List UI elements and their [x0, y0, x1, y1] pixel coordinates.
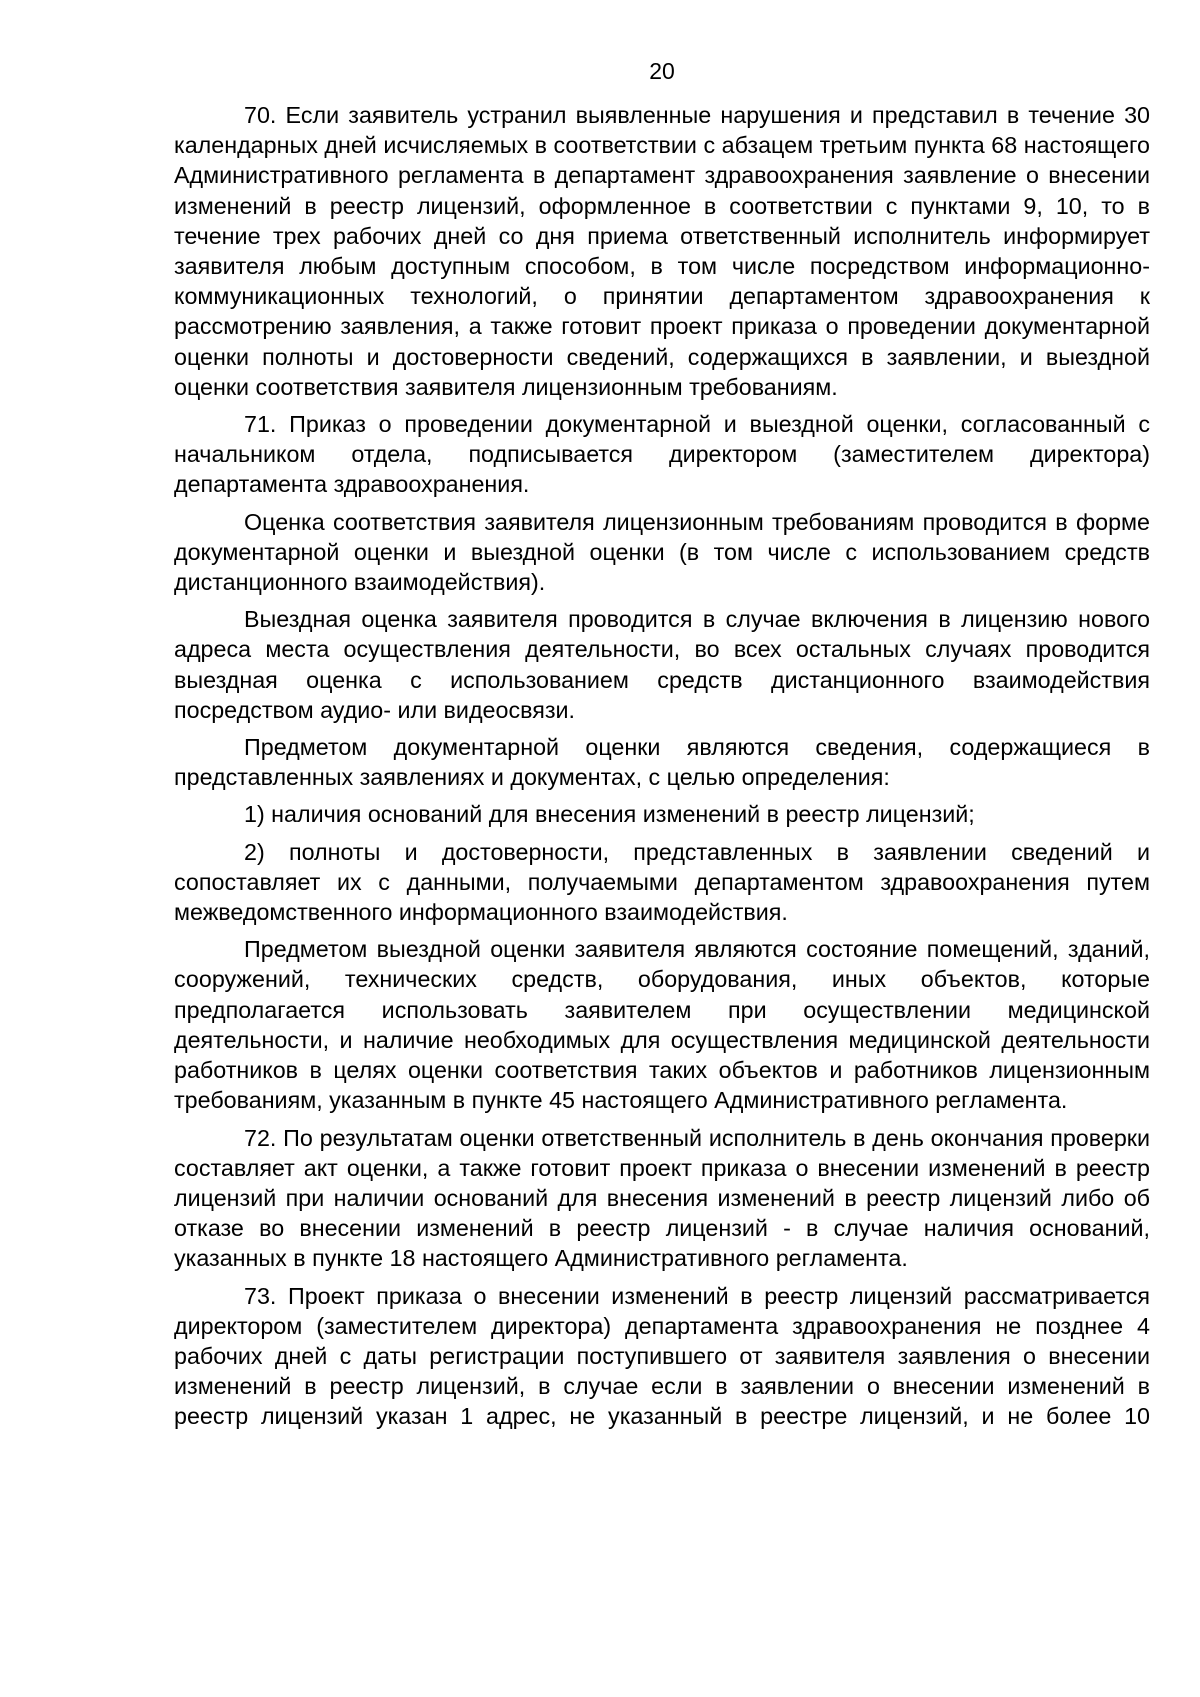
paragraph-onsite-subject: Предметом выездной оценки заявителя являются состояние помещений, зданий, сооружений, технических средств, оборудования, иных объектов, которые предполагается использовать заявителем при осуществлении медицинской деятельности, и наличие необходимых для осуществления медицинской деятельности работников в целях оценки соответствия таких объектов и работников лицензионным требованиям, указанным в пункте 45 настоящего Административного регламента.	[174, 936, 1150, 1114]
list-item-1: 1) наличия оснований для внесения изменений в реестр лицензий;	[244, 801, 975, 828]
paragraph-assessment-form: Оценка соответствия заявителя лицензионным требованиям проводится в форме документарной оценки и выездной оценки (в том числе с использованием средств дистанционного взаимодействия).	[174, 508, 1150, 596]
paragraph-73: 73. Проект приказа о внесении изменений в реестр лицензий рассматривается директором (заместителем директора) департамента здравоохранения не позднее 4 рабочих дней с даты регистрации поступившего от заявителя заявления о внесении изменений в реестр лицензий, в случае если в заявлении о внесении изменений в реестр лицензий указан 1 адрес, не указанный в реестре лицензий, и не более 10	[174, 1282, 1150, 1430]
paragraph-onsite-assessment: Выездная оценка заявителя проводится в случае включения в лицензию нового адреса места осуществления деятельности, во всех остальных случаях проводится выездная оценка с использованием средств дистанционного взаимодействия посредством аудио- или видеосвязи.	[174, 606, 1150, 723]
list-item-2: 2) полноты и достоверности, представленных в заявлении сведений и сопоставляет их с данными, получаемыми департаментом здравоохранения путем межведомственного информационного взаимодействия.	[174, 838, 1150, 926]
page-number: 20	[649, 58, 675, 84]
document-body	[174, 100, 1150, 1432]
paragraph-71: 71. Приказ о проведении документарной и выездной оценки, согласованный с начальником отдела, подписывается директором (заместителем директора) департамента здравоохранения.	[174, 411, 1150, 498]
paragraph-72: 72. По результатам оценки ответственный исполнитель в день окончания проверки составляет акт оценки, а также готовит проект приказа о внесении изменений в реестр лицензий при наличии оснований для внесения изменений в реестр лицензий либо об отказе во внесении изменений в реестр лицензий - в случае наличия оснований, указанных в пункте 18 настоящего Административного регламента.	[174, 1124, 1150, 1272]
paragraph-documentary-subject: Предметом документарной оценки являются сведения, содержащиеся в представленных заявлениях и документах, с целью определения:	[174, 734, 1150, 791]
paragraph-70: 70. Если заявитель устранил выявленные нарушения и представил в течение 30 календарных дней исчисляемых в соответствии с абзацем третьим пункта 68 настоящего Административного регламента в департамент здравоохранения заявление о внесении изменений в реестр лицензий, оформленное в соответствии с пунктами 9, 10, то в течение трех рабочих дней со дня приема ответственный исполнитель информирует заявителя любым доступным способом, в том числе посредством информационно-коммуникационных технологий, о принятии департаментом здравоохранения к рассмотрению заявления, а также готовит проект приказа о проведении документарной оценки полноты и достоверности сведений, содержащихся в заявлении, и выездной оценки соответствия заявителя лицензионным требованиям.	[174, 102, 1150, 400]
